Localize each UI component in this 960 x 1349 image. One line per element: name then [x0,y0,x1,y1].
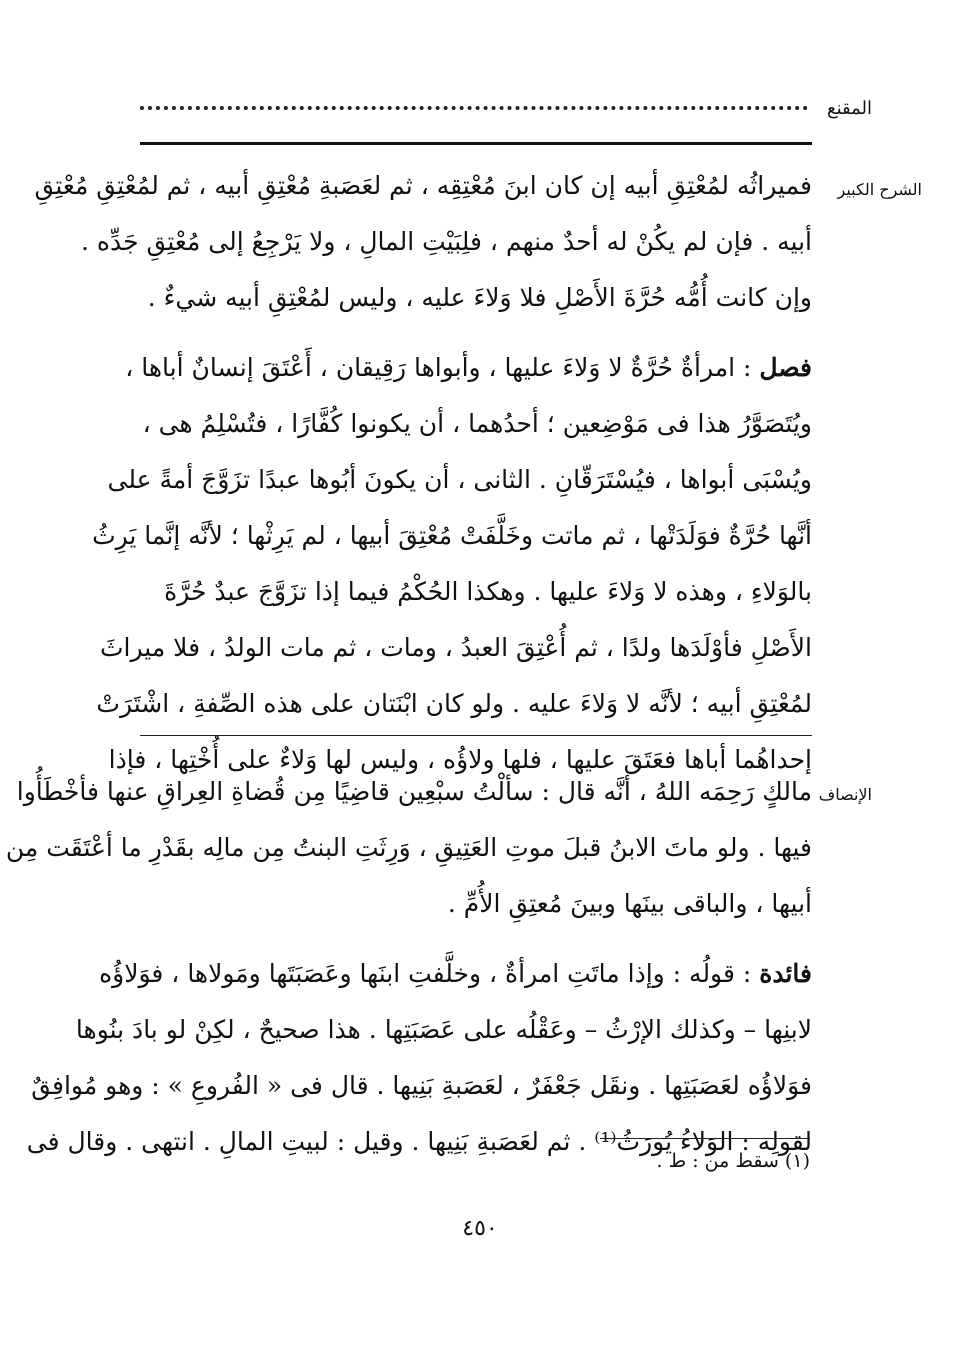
text-line: أنَّها حُرَّةٌ فوَلَدَتْها ، ثم ماتت وخَلَّفَتْ مُعْتِقَ أبيها ، لم يَرِثْها ؛ لأنَّه إنَّما يَرِثُ [92,521,812,550]
text-line: الأَصْلِ فأوْلَدَها ولدًا ، ثم أُعْتِقَ العبدُ ، ومات ، ثم مات الولدُ ، فلا ميراثَ [100,633,812,662]
text-span: : امرأةٌ حُرَّةٌ لا وَلاءَ عليها ، وأبواها رَقِيقان ، أَعْتَقَ إنسانٌ أباها ، [125,353,752,382]
section-heading-faida: فائدة [759,959,812,988]
footnote-rule [600,1138,810,1139]
text-line: مالكٍ رَحِمَه اللهُ ، أنَّه قال : سألْتُ سبْعِين قاضِيًا مِن قُضاةِ العِراقِ عنها فأخْطَأُوا [16,777,812,806]
header-dotted-line [140,106,808,110]
text-line: بالوَلاءِ ، وهذه لا وَلاءَ عليها . وهكذا الحُكْمُ فيما إذا تزَوَّجَ عبدٌ حُرَّةَ [164,577,812,606]
side-label-sharh: الشرح الكبير [837,180,922,199]
side-label-insaf: الإنصاف [818,785,872,804]
text-line: لقولِه : الوَلاءُ يُورَثُ⁽¹⁾ . ثم لعَصَبةِ بَنِيها . وقيل : لبيتِ المالِ . انتهى . وقال فى [26,1127,812,1156]
section-heading-fasl: فصل [759,353,812,382]
text-line [99,946,812,1002]
text-line [125,340,812,396]
text-line: إحداهُما أباها فعَتَقَ عليها ، فلها ولاؤُه ، وليس لها وَلاءٌ على أُخْتِها ، فإذا [108,745,812,774]
running-header-title: المقنع [826,98,872,119]
text-line: ويُتَصَوَّرُ هذا فى مَوْضِعين ؛ أحدُهما ، أن يكونوا كُفَّارًا ، فتُسْلِمُ هى ، [142,409,812,438]
text-line: أبيها ، والباقى بينَها وبينَ مُعتِقِ الأُمِّ . [447,889,812,918]
footnote: (١) سقط من : ط . [656,1150,810,1172]
text-line: ويُسْبَى أبواها ، فيُسْتَرَقّانِ . الثانى ، أن يكونَ أبُوها عبدًا تزَوَّجَ أمةً على [107,465,812,494]
insaf-text-block [5,764,812,1170]
header-rule [140,142,812,145]
text-line: أبيه . فإن لم يكُنْ له أحدٌ منهم ، فلِبَيْتِ المالِ ، ولا يَرْجِعُ إلى مُعْتِقِ جَدِّه . [80,227,812,256]
text-line: فميراثُه لمُعْتِقِ أبيه إن كان ابنَ مُعْتِقِه ، ثم لعَصَبةِ مُعْتِقِ أبيه ، ثم لمُعْتِقِ مُعْتِقِ [34,171,812,200]
text-span: : قولُه : وإذا ماتَتِ امرأةٌ ، وخلَّفتِ ابنَها وعَصَبَتَها ومَولاها ، فوَلاؤُه [99,959,752,988]
sharh-text-block [34,158,812,788]
text-line: لمُعْتِقِ أبيه ؛ لأنَّه لا وَلاءَ عليه . ولو كان ابْنَتان على هذه الصِّفةِ ، اشْتَرَتْ [96,689,812,718]
text-line: لابنِها – وكذلك الإرْثُ – وعَقْلُه على عَصَبَتِها . هذا صحيحٌ ، لكِنْ لو بادَ بنُوها [75,1015,812,1044]
section-divider [140,735,812,736]
text-line: وإن كانت أُمُّه حُرَّةَ الأَصْلِ فلا وَلاءَ عليه ، وليس لمُعْتِقِ أبيه شيءٌ . [147,283,812,312]
text-line: فيها . ولو ماتَ الابنُ قبلَ موتِ العَتِيقِ ، وَرِثَتِ البنتُ مِن مالِه بقَدْرِ ما أعْتَقَت مِن [5,833,812,862]
page-number: ٤٥٠ [462,1216,498,1241]
text-line: فوَلاؤُه لعَصَبَتِها . ونقَل جَعْفَرٌ ، لعَصَبةِ بَنِيها . قال فى « الفُروعِ » : وهو مُوافِقٌ [31,1071,812,1100]
